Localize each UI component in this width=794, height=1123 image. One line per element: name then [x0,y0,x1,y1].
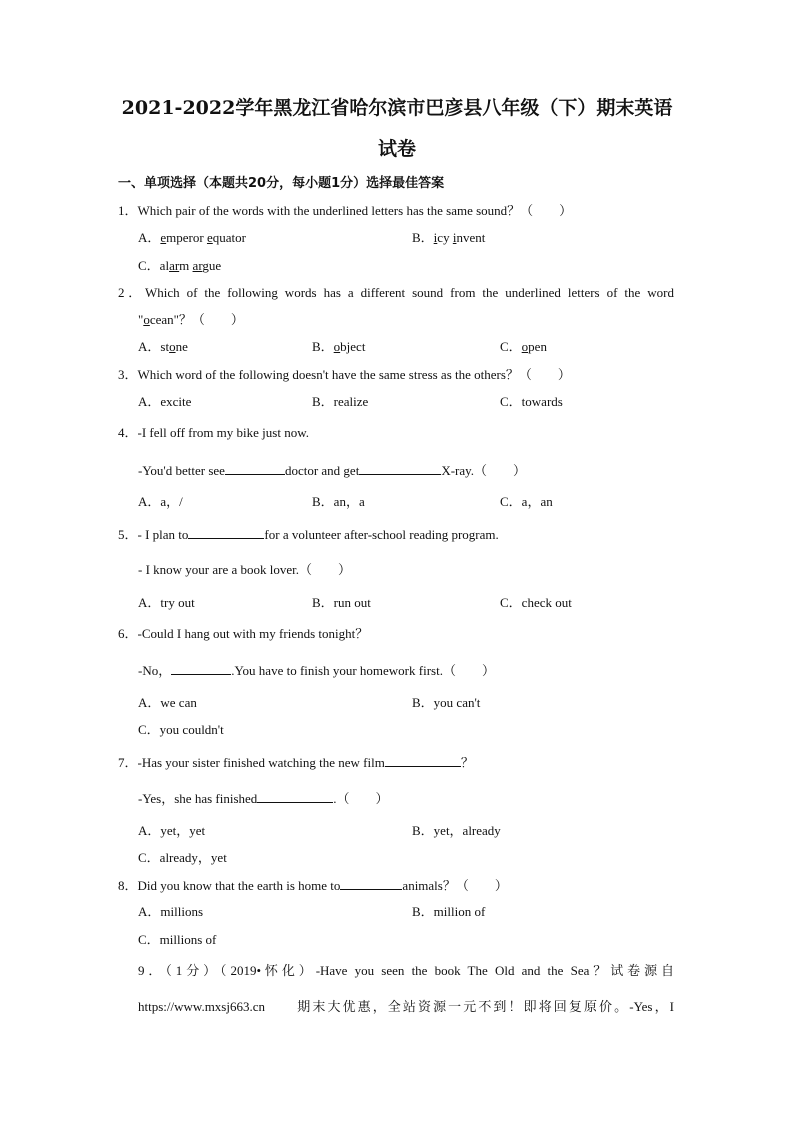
question-8-option-b[interactable]: B．million of [412,904,486,919]
question-9-stem: 9．（1分）（2019•怀化）-Have you seen the book The Old and the Sea？试卷源自 [138,963,674,978]
question-6-option-b[interactable]: B．you can't [412,695,481,710]
underlined-letters: e [160,230,167,245]
stem-text: -You'd better see [138,463,225,478]
question-7-option-a[interactable]: A．yet，yet [138,823,206,838]
stem-text: ？ [460,755,474,770]
question-4-option-c[interactable]: C．a，an [500,494,553,509]
underlined-letters: e [206,230,213,245]
question-7-option-c[interactable]: C．already，yet [138,850,227,865]
question-2-stem: 2．Which of the following words has a different sound from the underlined letters of the word [118,285,674,300]
question-5-option-c[interactable]: C．check out [500,595,572,610]
option-label: A． [138,339,161,354]
question-8-option-c[interactable]: C．millions of [138,932,217,947]
option-text: bject [340,339,366,354]
answer-blank[interactable] [188,525,264,539]
question-7-stem-line2 [138,789,389,808]
answer-blank[interactable] [225,461,285,475]
option-text: ne [175,339,188,354]
stem-text: .You have to finish your homework first.（ ） [231,663,495,678]
option-text: gue [202,258,222,273]
stem-text: cean"？（ ） [149,312,244,327]
option-text: cy [437,230,453,245]
underlined-letters: i [433,230,438,245]
question-9-stem-line2: https://www.mxsj663.cn 期末大优惠，全站资源一元不到！即将回复原价。-Yes，I [138,999,674,1014]
stem-text: 7．-Has your sister finished watching the new film [118,755,385,770]
option-text: quator [212,230,246,245]
question-8-option-a[interactable]: A．millions [138,904,204,919]
underlined-letters: o [143,312,150,327]
option-text: st [160,339,170,354]
question-3-option-c[interactable]: C．towards [500,394,563,409]
option-text: m [179,258,193,273]
question-3-option-b[interactable]: B．realize [312,394,369,409]
page-title: 2021-2022学年黑龙江省哈尔滨市巴彦县八年级（下）期末英语 [121,97,673,119]
page-title-line2: 试卷 [377,138,416,160]
answer-blank[interactable] [257,789,333,803]
question-4-stem-line2 [138,461,526,480]
underlined-letters: o [169,339,176,354]
answer-blank[interactable] [359,461,441,475]
question-1-option-b[interactable] [412,229,485,247]
stem-text: " [138,312,144,327]
question-4-option-a[interactable]: A．a，/ [138,494,183,509]
question-5-stem [118,525,499,544]
question-1-stem: 1．Which pair of the words with the underlined letters has the same sound？（ ） [118,203,573,218]
underlined-letters: o [333,339,341,354]
stem-text: -Yes，she has finished [138,791,258,806]
question-4-stem: 4．-I fell off from my bike just now. [118,425,309,440]
option-label: B． [412,230,434,245]
question-6-option-a[interactable]: A．we can [138,695,197,710]
underlined-letters: ar [192,258,203,273]
question-8-stem [118,876,508,895]
option-text: pen [528,339,547,354]
underlined-letters: i [452,230,457,245]
answer-blank[interactable] [340,876,402,890]
question-7-option-b[interactable]: B．yet，already [412,823,501,838]
question-5-option-a[interactable]: A．try out [138,595,195,610]
question-3-stem: 3．Which word of the following doesn't have the same stress as the others？（ ） [118,367,571,382]
option-label: A． [138,230,161,245]
stem-text: for a volunteer after-school reading program. [264,527,499,542]
option-text: mperor [166,230,207,245]
stem-text: X-ray.（ ） [441,463,527,478]
stem-text: 5．- I plan to [118,527,189,542]
question-6-stem: 6．-Could I hang out with my friends tonight？ [118,626,369,641]
option-label: C． [138,258,160,273]
option-text: al [159,258,170,273]
stem-text: .（ ） [333,791,389,806]
option-text: nvent [456,230,486,245]
question-7-stem [118,753,474,772]
underlined-letters: ar [169,258,180,273]
question-6-option-c[interactable]: C．you couldn't [138,722,224,737]
option-label: B． [312,339,334,354]
stem-text: 8．Did you know that the earth is home to [118,878,341,893]
question-2-option-a[interactable] [138,338,188,356]
question-6-stem-line2 [138,661,495,680]
question-3-option-a[interactable]: A．excite [138,394,192,409]
question-4-option-b[interactable]: B．an，a [312,494,365,509]
stem-text: doctor and get [284,463,360,478]
question-5-option-b[interactable]: B．run out [312,595,371,610]
question-5-stem-line2: - I know your are a book lover.（ ） [138,562,352,577]
question-1-option-a[interactable] [138,229,246,247]
question-1-option-c[interactable] [138,257,221,275]
answer-blank[interactable] [385,753,461,767]
option-label: C． [500,339,522,354]
section-heading: 一、单项选择（本题共20分，每小题1分）选择最佳答案 [118,176,445,191]
question-2-option-b[interactable] [312,338,365,356]
underlined-letters: o [521,339,529,354]
stem-text: -No， [138,663,172,678]
question-2-stem-line2 [138,311,244,329]
question-2-option-c[interactable] [500,338,547,356]
stem-text: animals？（ ） [402,878,508,893]
answer-blank[interactable] [171,661,231,675]
